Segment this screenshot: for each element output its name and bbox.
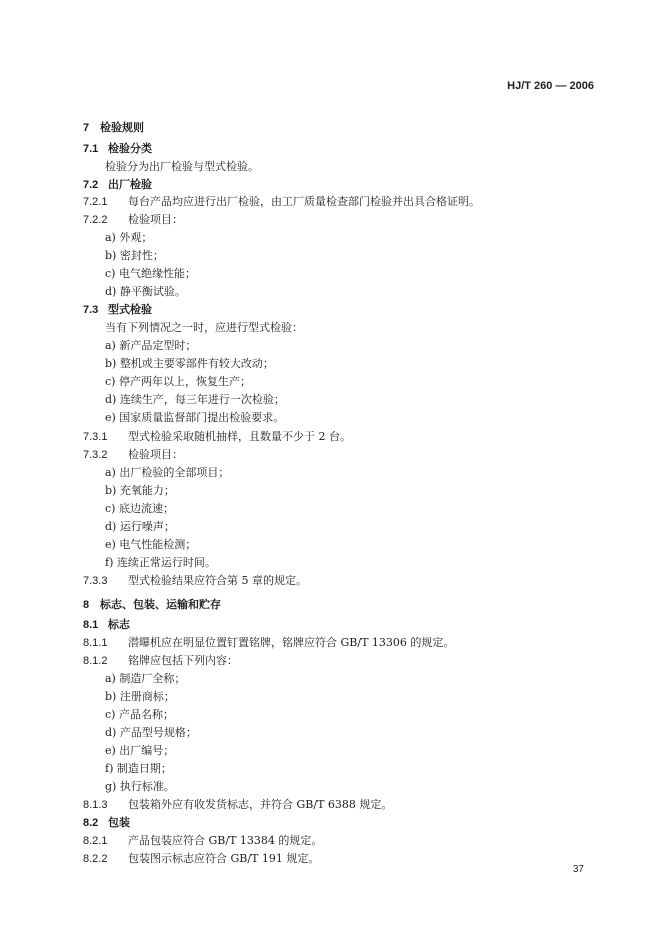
clause-number: 8.1 (83, 619, 99, 631)
line-text: 检验规则 (100, 122, 144, 134)
clause-number: 8.2.1 (83, 835, 108, 847)
line-text: a) 出厂检验的全部项目； (105, 466, 230, 479)
line-text: 潜曝机应在明显位置钉置铭牌，铭牌应符合 GB/T 13306 的规定。 (128, 636, 455, 649)
line-text: e) 电气性能检测； (105, 538, 197, 551)
line-text: b) 注册商标； (105, 690, 175, 703)
line-text: d) 运行噪声； (105, 520, 175, 533)
line-text: 检验分为出厂检验与型式检验。 (105, 160, 259, 173)
clause-number: 7.3.3 (83, 575, 108, 587)
line-text: 检验分类 (108, 143, 152, 155)
line-text: c) 产品名称； (105, 708, 174, 721)
line-text: f) 连续正常运行时间。 (105, 556, 216, 569)
document-header: HJ/T 260 — 2006 (507, 80, 594, 92)
clause-number: 7.2 (83, 179, 99, 191)
line-text: b) 充氧能力； (105, 484, 175, 497)
line-text: 包装图示标志应符合 GB/T 191 规定。 (128, 852, 320, 865)
line-text: c) 底边流速； (105, 502, 174, 515)
line-text: g) 执行标准。 (105, 780, 175, 793)
clause-number: 7.3.2 (83, 449, 108, 461)
line-text: c) 电气绝缘性能； (105, 267, 196, 280)
line-text: e) 国家质量监督部门提出检验要求。 (105, 411, 285, 424)
clause-number: 8 (83, 599, 90, 611)
line-text: 铭牌应包括下列内容： (128, 654, 238, 667)
line-text: 型式检验 (108, 304, 152, 316)
line-text: d) 静平衡试验。 (105, 285, 186, 298)
clause-number: 7.3.1 (83, 431, 108, 443)
line-text: 型式检验采取随机抽样，且数量不少于 2 台。 (128, 430, 351, 443)
line-text: b) 密封性； (105, 249, 164, 262)
line-text: 包装 (108, 817, 130, 829)
line-text: 标志、包装、运输和贮存 (100, 599, 221, 611)
line-text: b) 整机或主要零部件有较大改动； (105, 357, 274, 370)
line-text: 出厂检验 (108, 179, 152, 191)
line-text: 当有下列情况之一时，应进行型式检验： (105, 321, 303, 334)
line-text: 产品包装应符合 GB/T 13384 的规定。 (128, 834, 323, 847)
clause-number: 7.3 (83, 304, 99, 316)
line-text: a) 外观； (105, 231, 153, 244)
line-text: c) 停产两年以上，恢复生产； (105, 375, 251, 388)
clause-number: 8.1.1 (83, 637, 108, 649)
line-text: d) 产品型号规格； (105, 726, 197, 739)
line-text: 包装箱外应有收发货标志，并符合 GB/T 6388 规定。 (128, 798, 393, 811)
line-text: e) 出厂编号； (105, 744, 175, 757)
clause-number: 7 (83, 122, 90, 134)
page-number: 37 (572, 864, 584, 875)
clause-number: 8.2 (83, 817, 99, 829)
line-text: 每台产品均应进行出厂检验，由工厂质量检查部门检验并出具合格证明。 (128, 195, 480, 208)
line-text: 标志 (108, 619, 130, 631)
clause-number: 7.2.2 (83, 214, 108, 226)
line-text: 检验项目： (128, 213, 183, 226)
line-text: d) 连续生产，每三年进行一次检验； (105, 393, 285, 406)
line-text: a) 制造厂全称； (105, 672, 186, 685)
line-text: 型式检验结果应符合第 5 章的规定。 (128, 574, 307, 587)
clause-number: 8.1.3 (83, 799, 108, 811)
clause-number: 8.1.2 (83, 655, 108, 667)
clause-number: 8.2.2 (83, 853, 108, 865)
line-text: 检验项目： (128, 448, 183, 461)
clause-number: 7.2.1 (83, 196, 108, 208)
line-text: a) 新产品定型时； (105, 339, 197, 352)
clause-number: 7.1 (83, 143, 99, 155)
line-text: f) 制造日期； (105, 762, 172, 775)
